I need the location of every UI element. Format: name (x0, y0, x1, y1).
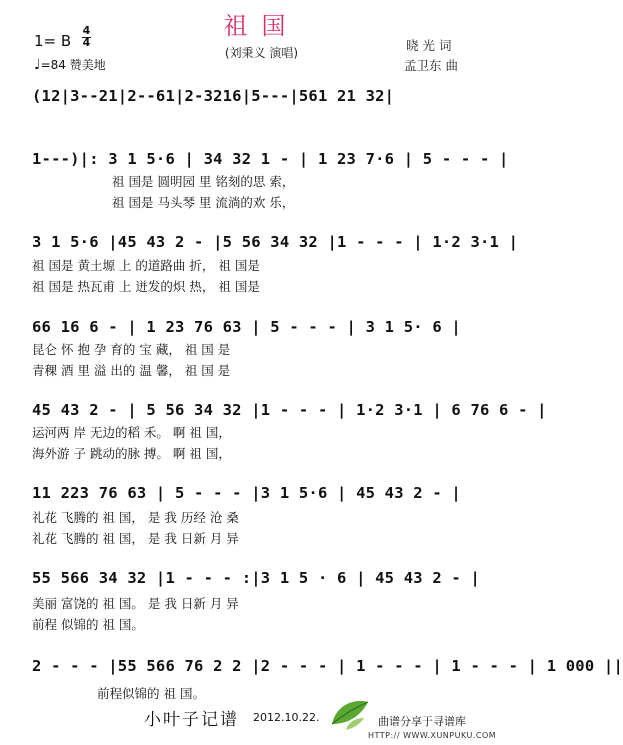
song-title: 祖国 (223, 12, 300, 40)
key-signature: 1= B (34, 32, 72, 50)
lyric-line-4a: 昆仑 怀 抱 孕 育的 宝 藏， 祖 国 是 (32, 342, 231, 357)
share-note: 曲谱分享于寻谱库 (378, 715, 466, 728)
tempo-text: =84 赞美地 (40, 58, 106, 72)
lyric-line-8a: 前程似锦的 祖 国。 (97, 686, 205, 701)
site-url: HTTP:// WWW.XUNPUKU.COM (368, 731, 497, 740)
performer: (刘秉义 演唱) (224, 46, 299, 60)
brand-signature: 小叶子记谱 (144, 710, 239, 730)
meter-bottom: 4 (82, 36, 91, 49)
tempo-marking (34, 56, 106, 73)
staff-line-8: 2 - - - |55 566 76 2 2 |2 - - - | 1 - - - | 1 - - - | 1 000 || (32, 657, 623, 675)
staff-line-6: 11 223 76 63 | 5 - - - |3 1 5·6 | 45 43 2 - | (32, 484, 461, 502)
lyric-line-6b: 礼花 飞腾的 祖 国， 是 我 日新 月 异 (32, 531, 239, 546)
meter-top: 4 (82, 24, 91, 37)
staff-line-5: 45 43 2 - | 5 56 34 32 |1 - - - | 1·2 3·1 | 6 76 6 - | (32, 401, 547, 419)
lyric-line-3b: 祖 国是 热瓦甫 上 迸发的炽 热， 祖 国是 (32, 279, 260, 294)
staff-line-4: 66 16 6 - | 1 23 76 63 | 5 - - - | 3 1 5· 6 | (32, 318, 461, 336)
staff-line-2: 1---)|: 3 1 5·6 | 34 32 1 - | 1 23 7·6 | 5 - - - | (32, 150, 509, 168)
staff-line-7: 55 566 34 32 |1 - - - :|3 1 5 · 6 | 45 43 2 - | (32, 569, 480, 587)
lyric-line-2b: 祖 国是 马头琴 里 流淌的欢 乐， (112, 195, 295, 210)
lyric-line-5b: 海外游 子 跳动的脉 搏。 啊 祖 国， (32, 446, 231, 461)
quarter-note-icon: ♩ (34, 57, 41, 73)
staff-line-3: 3 1 5·6 |45 43 2 - |5 56 34 32 |1 - - - | 1·2 3·1 | (32, 233, 519, 251)
leaf-logo-icon (326, 694, 374, 734)
lyric-line-7b: 前程 似锦的 祖 国。 (32, 617, 144, 632)
lyric-line-5a: 运河两 岸 无边的稻 禾。 啊 祖 国， (32, 425, 231, 440)
lyric-line-2a: 祖 国是 圆明园 里 铭刻的思 索， (112, 174, 295, 189)
composer: 孟卫东 曲 (404, 58, 458, 73)
date-stamp: 2012.10.22. (253, 711, 320, 724)
lyric-line-3a: 祖 国是 黄土塬 上 的道路曲 折， 祖 国是 (32, 258, 260, 273)
time-signature (82, 26, 91, 48)
lyric-line-7a: 美丽 富饶的 祖 国。 是 我 日新 月 异 (32, 596, 239, 611)
lyricist: 晓 光 词 (406, 38, 452, 53)
lyric-line-4b: 青稞 酒 里 溢 出的 温 馨， 祖 国 是 (32, 363, 231, 378)
lyric-line-6a: 礼花 飞腾的 祖 国， 是 我 历经 沧 桑 (32, 510, 239, 525)
staff-line-1: (12|3--21|2--61|2-3216|5---|561 21 32| (32, 87, 395, 105)
